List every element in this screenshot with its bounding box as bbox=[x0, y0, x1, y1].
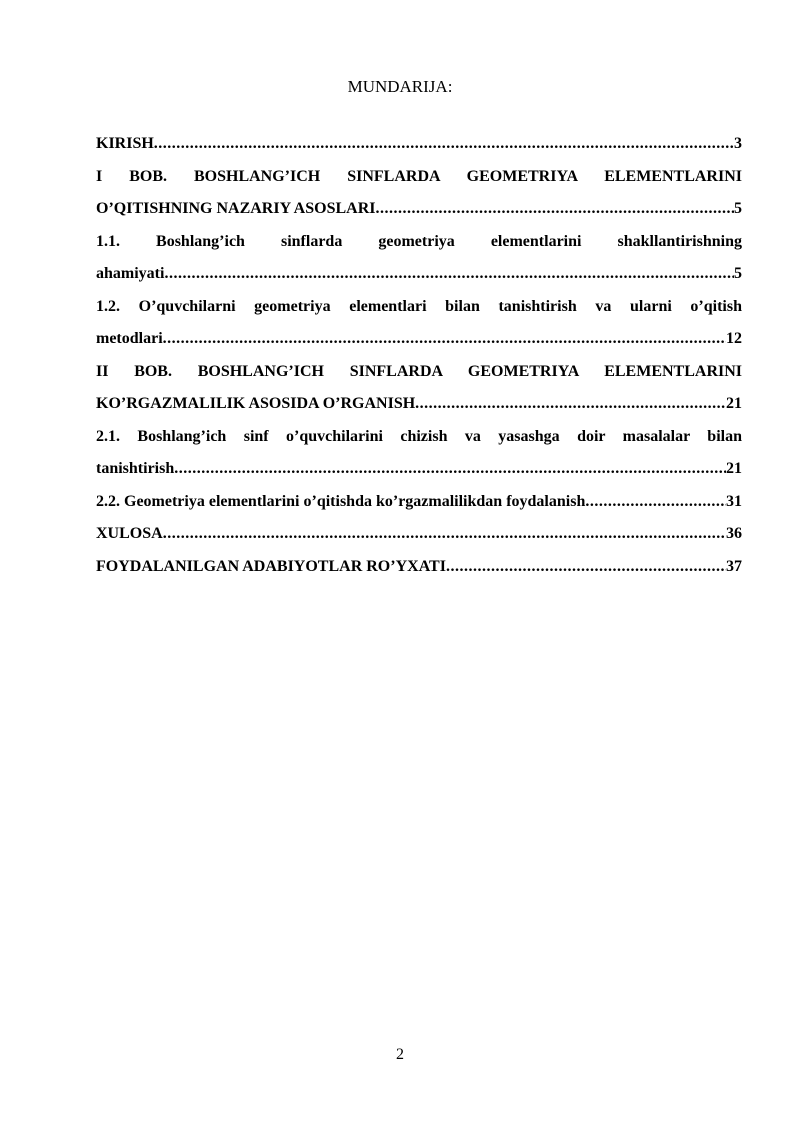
toc-entry-page: 12 bbox=[726, 330, 742, 347]
toc-entry-section-2-2[interactable] bbox=[96, 486, 742, 519]
toc-leader-dots bbox=[585, 486, 726, 519]
toc-entry-page: 21 bbox=[726, 460, 742, 477]
toc-entry-title: FOYDALANILGAN ADABIYOTLAR RO’YXATI bbox=[96, 557, 446, 575]
toc-entry-title-line: 1.1. Boshlang’ich sinflarda geometriya elementlarini shakllantirishning bbox=[96, 232, 742, 250]
table-of-contents bbox=[96, 128, 742, 583]
toc-entry-section-1-2[interactable] bbox=[96, 291, 742, 356]
toc-leader-dots bbox=[163, 323, 726, 356]
toc-entry-title: ahamiyati bbox=[96, 265, 165, 282]
toc-entry-title: KO’RGAZMALILIK ASOSIDA O’RGANISH bbox=[96, 395, 416, 412]
toc-entry-title-line: II BOB. BOSHLANG’ICH SINFLARDA GEOMETRIYA ELEMENTLARINI bbox=[96, 362, 742, 380]
toc-entry-page: 5 bbox=[734, 200, 742, 217]
page-title: MUNDARIJA: bbox=[347, 77, 453, 96]
toc-leader-dots bbox=[164, 258, 734, 291]
toc-entry-page: 3 bbox=[734, 135, 742, 152]
toc-entry-title-line: 1.2. O’quvchilarni geometriya elementlari bilan tanishtirish va ularni o’qitish bbox=[96, 297, 742, 315]
toc-entry-section-2-1[interactable] bbox=[96, 421, 742, 486]
toc-entry-title: O’QITISHNING NAZARIY ASOSLARI bbox=[96, 200, 376, 217]
toc-entry-title-line: 2.1. Boshlang’ich sinf o’quvchilarini chizish va yasashga doir masalalar bilan bbox=[96, 427, 742, 445]
toc-entry-xulosa[interactable] bbox=[96, 518, 742, 551]
toc-leader-dots bbox=[174, 453, 726, 486]
page-number: 2 bbox=[396, 1046, 404, 1063]
toc-entry-chapter-1[interactable] bbox=[96, 161, 742, 226]
toc-entry-kirish[interactable] bbox=[96, 128, 742, 161]
toc-entry-title: XULOSA bbox=[96, 525, 163, 542]
toc-entry-page: 36 bbox=[726, 525, 742, 542]
toc-entry-title: KIRISH bbox=[96, 135, 154, 152]
toc-entry-title: tanishtirish bbox=[96, 460, 175, 477]
toc-entry-title-line: I BOB. BOSHLANG’ICH SINFLARDA GEOMETRIYA ELEMENTLARINI bbox=[96, 167, 742, 185]
toc-entry-page: 21 bbox=[726, 395, 742, 412]
toc-entry-title: 2.2. Geometriya elementlarini o’qitishda ko’rgazmalilikdan foydalanish bbox=[96, 492, 586, 510]
toc-entry-page: 5 bbox=[734, 265, 742, 282]
toc-entry-page: 37 bbox=[726, 557, 742, 575]
toc-entry-title: metodlari bbox=[96, 330, 163, 347]
toc-entry-chapter-2[interactable] bbox=[96, 356, 742, 421]
toc-entry-page: 31 bbox=[726, 492, 742, 510]
toc-entry-references[interactable] bbox=[96, 551, 742, 584]
toc-entry-section-1-1[interactable] bbox=[96, 226, 742, 291]
toc-leader-dots bbox=[415, 388, 726, 421]
toc-leader-dots bbox=[375, 193, 734, 226]
toc-leader-dots bbox=[163, 518, 726, 551]
toc-leader-dots bbox=[446, 551, 726, 584]
toc-leader-dots bbox=[154, 128, 734, 161]
